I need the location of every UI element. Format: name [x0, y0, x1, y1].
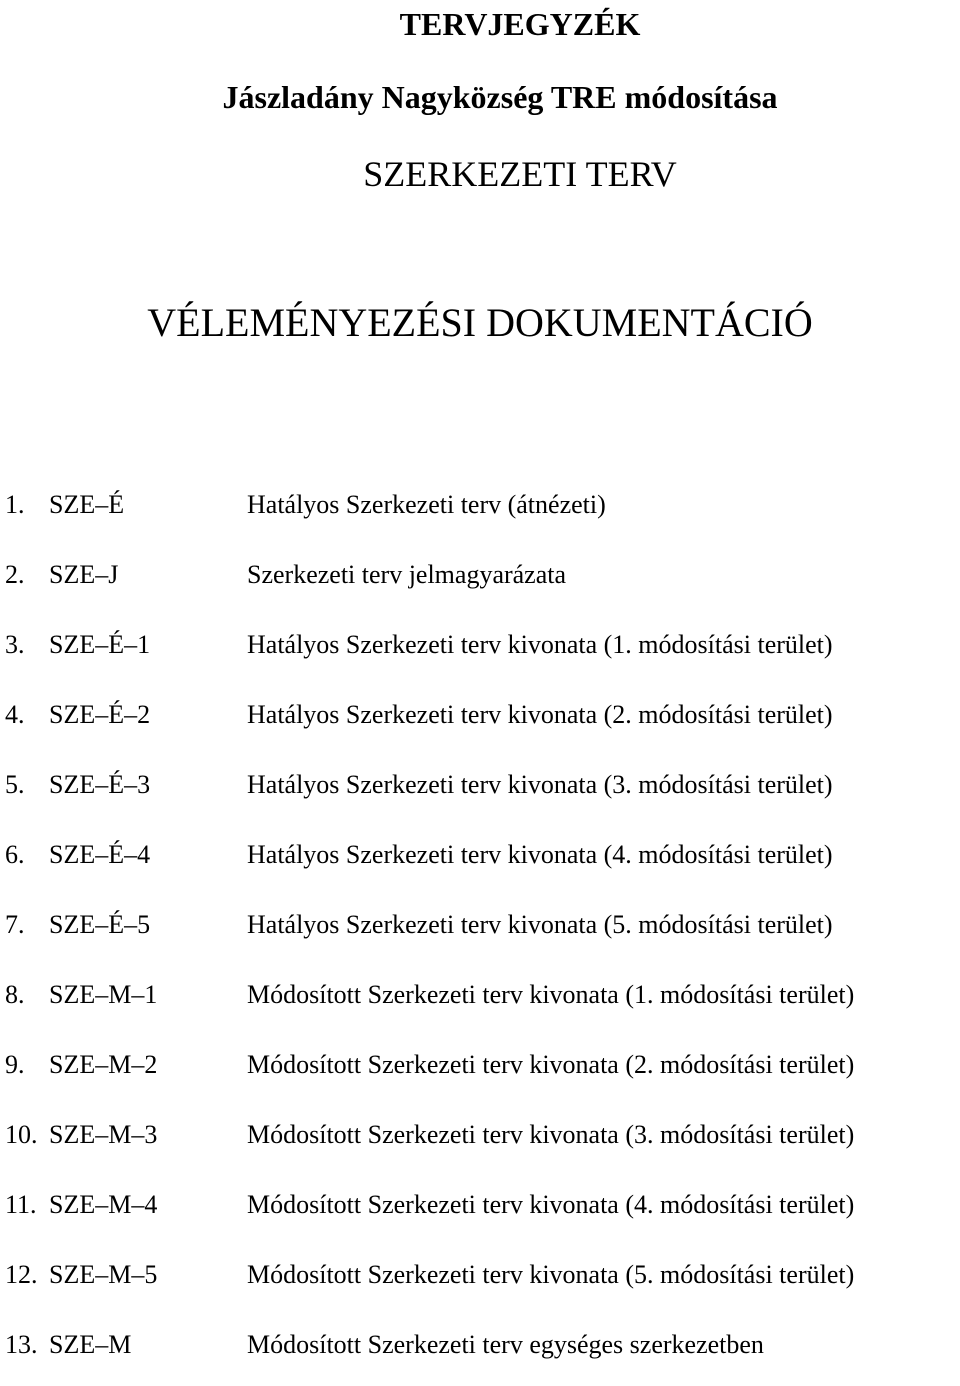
item-number: 1.: [5, 490, 25, 519]
item-description: Szerkezeti terv jelmagyarázata: [247, 560, 567, 589]
item-description: Módosított Szerkezeti terv kivonata (3. módosítási terület): [247, 1120, 855, 1149]
item-description: Hatályos Szerkezeti terv (átnézeti): [247, 490, 606, 519]
item-number: 9.: [5, 1050, 25, 1079]
item-code: SZE–M–1: [49, 980, 158, 1009]
item-code: SZE–M: [49, 1330, 132, 1359]
drawing-list-item: [0, 966, 960, 1036]
item-number: 7.: [5, 910, 25, 939]
drawing-list-item: [0, 686, 960, 756]
item-code: SZE–M–5: [49, 1260, 158, 1289]
item-number: 13.: [5, 1330, 38, 1359]
drawing-list-item: [0, 1176, 960, 1246]
item-number: 5.: [5, 770, 25, 799]
drawing-list-item: [0, 1106, 960, 1176]
item-description: Hatályos Szerkezeti terv kivonata (4. módosítási terület): [247, 840, 833, 869]
drawing-list-item: [0, 896, 960, 966]
drawing-list: [0, 476, 960, 1386]
item-description: Módosított Szerkezeti terv kivonata (5. módosítási terület): [247, 1260, 855, 1289]
item-number: 10.: [5, 1120, 38, 1149]
item-code: SZE–É–3: [49, 770, 151, 799]
drawing-list-item: [0, 826, 960, 896]
document-title: TERVJEGYZÉK: [399, 6, 641, 42]
item-description: Hatályos Szerkezeti terv kivonata (1. módosítási terület): [247, 630, 833, 659]
item-code: SZE–É–1: [49, 630, 151, 659]
plan-type-heading: SZERKEZETI TERV: [363, 154, 677, 194]
drawing-list-item: [0, 1316, 960, 1386]
drawing-list-item: [0, 546, 960, 616]
drawing-list-item: [0, 476, 960, 546]
item-description: Módosított Szerkezeti terv kivonata (4. módosítási terület): [247, 1190, 855, 1219]
item-code: SZE–É–5: [49, 910, 151, 939]
item-number: 2.: [5, 560, 25, 589]
item-description: Hatályos Szerkezeti terv kivonata (5. módosítási terület): [247, 910, 833, 939]
item-code: SZE–M–3: [49, 1120, 158, 1149]
item-code: SZE–É–2: [49, 700, 151, 729]
item-code: SZE–M–4: [49, 1190, 158, 1219]
drawing-list-item: [0, 616, 960, 686]
item-description: Módosított Szerkezeti terv kivonata (1. módosítási terület): [247, 980, 855, 1009]
item-number: 11.: [5, 1190, 37, 1219]
item-number: 8.: [5, 980, 25, 1009]
item-code: SZE–É: [49, 490, 125, 519]
item-number: 12.: [5, 1260, 38, 1289]
item-description: Módosított Szerkezeti terv kivonata (2. módosítási terület): [247, 1050, 855, 1079]
item-description: Hatályos Szerkezeti terv kivonata (3. módosítási terület): [247, 770, 833, 799]
drawing-list-item: [0, 756, 960, 826]
item-number: 6.: [5, 840, 25, 869]
drawing-list-item: [0, 1036, 960, 1106]
item-number: 3.: [5, 630, 25, 659]
drawing-list-item: [0, 1246, 960, 1316]
item-description: Hatályos Szerkezeti terv kivonata (2. módosítási terület): [247, 700, 833, 729]
item-code: SZE–J: [49, 560, 119, 589]
item-code: SZE–M–2: [49, 1050, 158, 1079]
documentation-type-heading: VÉLEMÉNYEZÉSI DOKUMENTÁCIÓ: [147, 300, 813, 345]
document-subtitle: Jászladány Nagyközség TRE módosítása: [222, 79, 778, 115]
item-number: 4.: [5, 700, 25, 729]
item-code: SZE–É–4: [49, 840, 151, 869]
item-description: Módosított Szerkezeti terv egységes szerkezetben: [247, 1330, 764, 1359]
